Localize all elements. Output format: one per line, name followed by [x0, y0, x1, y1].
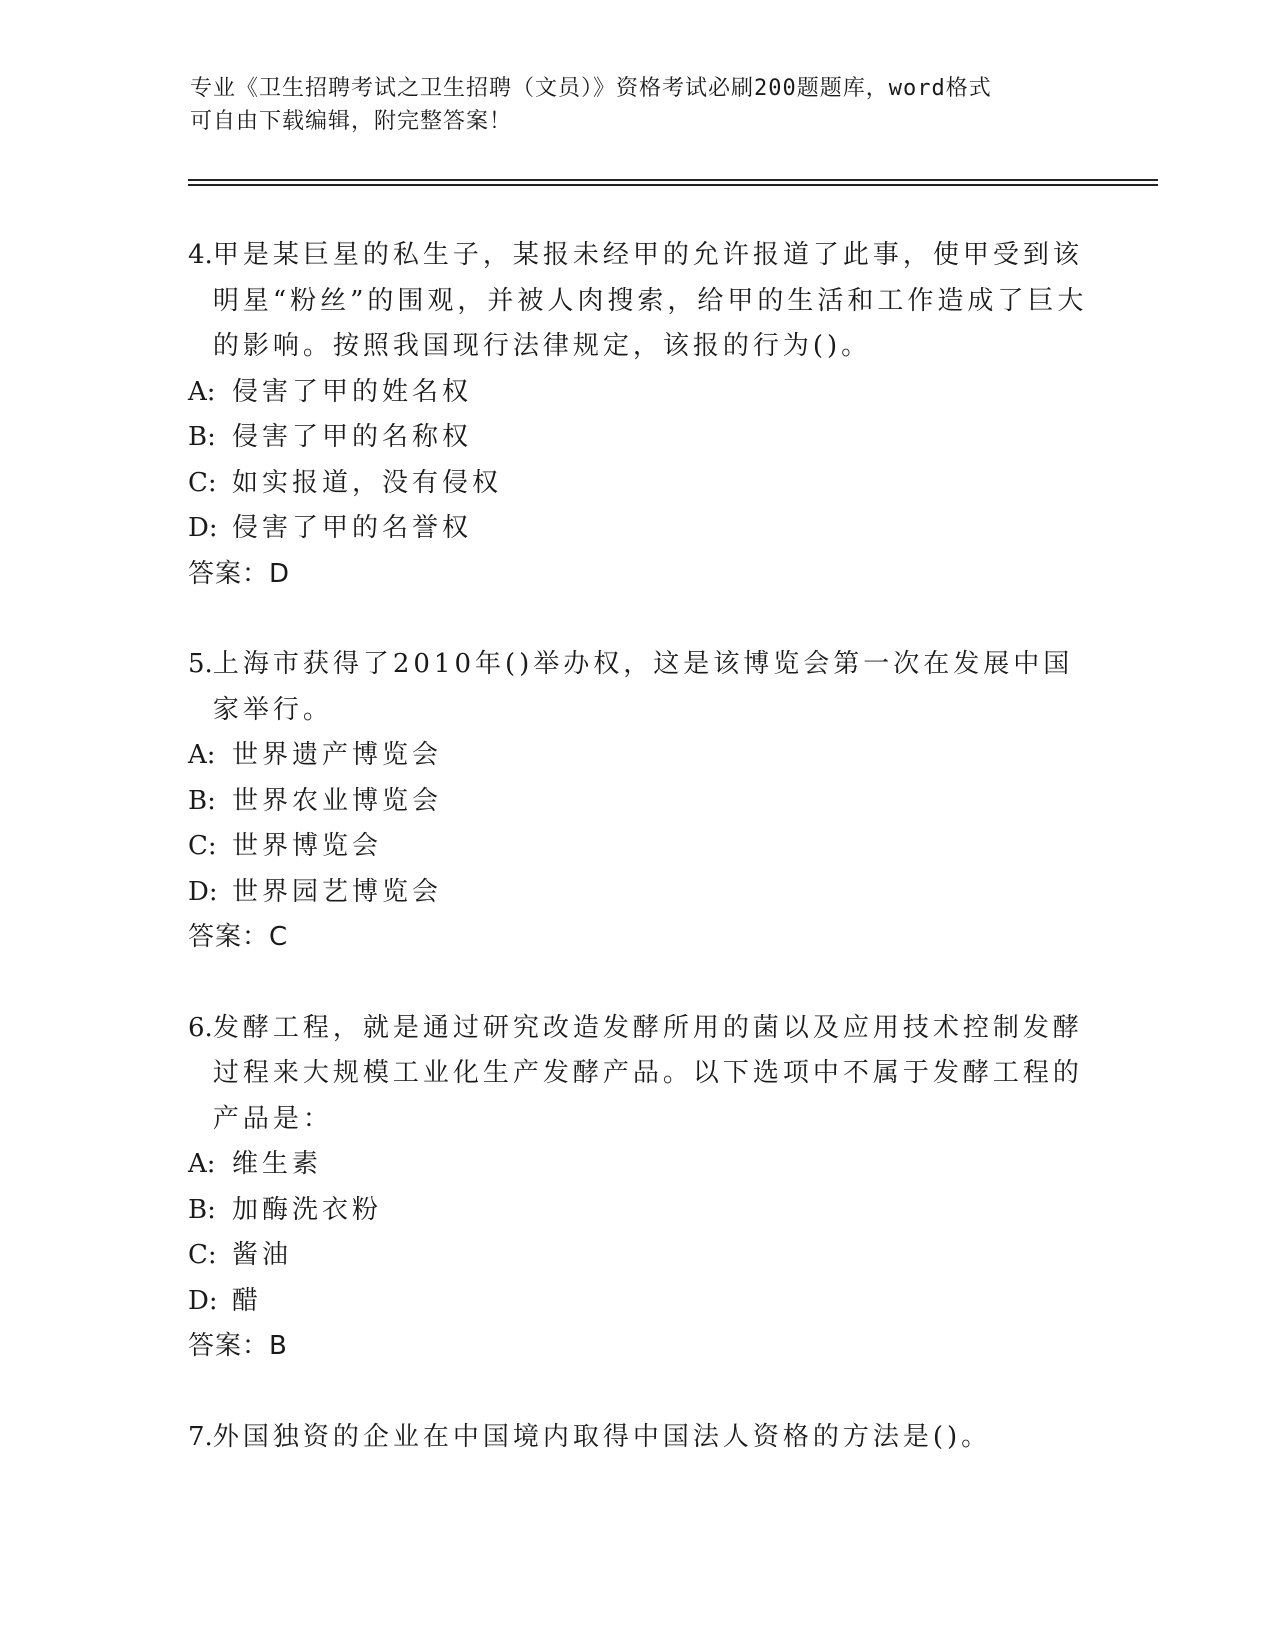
option-a	[188, 1142, 1088, 1188]
question-text	[188, 233, 1088, 370]
option-text: 侵害了甲的名称权	[232, 422, 473, 452]
option-key: B:	[188, 785, 216, 816]
option-key: D:	[188, 1285, 218, 1316]
option-key: D:	[188, 876, 218, 907]
option-b	[188, 1188, 1088, 1234]
option-key: D:	[188, 513, 218, 543]
question-list	[188, 233, 1088, 1505]
option-b	[188, 415, 1088, 461]
option-text: 世界遗产博览会	[232, 740, 443, 770]
option-text: 侵害了甲的名誉权	[232, 513, 473, 543]
option-a	[188, 733, 1088, 779]
question-stem: 上海市获得了2010年()举办权，这是该博览会第一次在发展中国家举行。	[212, 649, 1074, 725]
option-key: A:	[188, 1149, 216, 1179]
header-rule-top	[188, 179, 1158, 181]
question-text	[188, 642, 1088, 733]
question-stem: 外国独资的企业在中国境内取得中国法人资格的方法是()。	[212, 1421, 992, 1452]
header-line-2: 可自由下载编辑，附完整答案！	[190, 109, 513, 134]
option-b	[188, 779, 1088, 825]
option-text: 侵害了甲的姓名权	[232, 376, 473, 407]
question-number: 5.	[188, 649, 213, 679]
answer-label: 答案：D	[188, 558, 291, 589]
option-key: A:	[188, 740, 216, 770]
option-key: B:	[188, 1194, 216, 1225]
option-key: C:	[188, 831, 217, 861]
answer-label: 答案：B	[188, 1331, 288, 1361]
option-c	[188, 461, 1088, 507]
question-stem: 甲是某巨星的私生子，某报未经甲的允许报道了此事，使甲受到该明星“粉丝”的围观，并被人肉搜索，给甲的生活和工作造成了巨大的影响。按照我国现行法律规定，该报的行为()。	[212, 240, 1088, 361]
option-d	[188, 506, 1088, 552]
question-number: 7.	[188, 1421, 213, 1452]
option-key: A:	[188, 376, 216, 407]
option-text: 醋	[232, 1285, 263, 1316]
document-header	[190, 72, 1090, 138]
option-text: 维生素	[232, 1149, 323, 1179]
option-c	[188, 824, 1088, 870]
question-7	[188, 1415, 1088, 1461]
answer-label: 答案：C	[188, 922, 289, 952]
option-key: C:	[188, 1240, 217, 1270]
option-d	[188, 870, 1088, 916]
question-text	[188, 1415, 1088, 1461]
question-5	[188, 642, 1088, 961]
option-key: B:	[188, 422, 216, 452]
option-text: 加酶洗衣粉	[232, 1194, 383, 1225]
question-number: 6.	[188, 1012, 213, 1043]
question-stem: 发酵工程，就是通过研究改造发酵所用的菌以及应用技术控制发酵过程来大规模工业化生产发酵产品。以下选项中不属于发酵工程的产品是：	[212, 1012, 1083, 1134]
header-line-1: 专业《卫生招聘考试之卫生招聘（文员）》资格考试必刷200题题库，word格式	[190, 76, 992, 101]
question-number: 4.	[188, 240, 213, 270]
header-rule-bottom	[188, 184, 1158, 186]
option-key: C:	[188, 467, 217, 498]
option-text: 世界农业博览会	[232, 785, 443, 816]
option-text: 世界园艺博览会	[232, 876, 443, 907]
question-text	[188, 1006, 1088, 1143]
option-text: 世界博览会	[232, 831, 383, 861]
question-6	[188, 1006, 1088, 1370]
option-text: 如实报道，没有侵权	[232, 467, 503, 498]
option-d	[188, 1279, 1088, 1325]
option-a	[188, 370, 1088, 416]
option-c	[188, 1233, 1088, 1279]
option-text: 酱油	[232, 1240, 293, 1270]
question-4	[188, 233, 1088, 597]
